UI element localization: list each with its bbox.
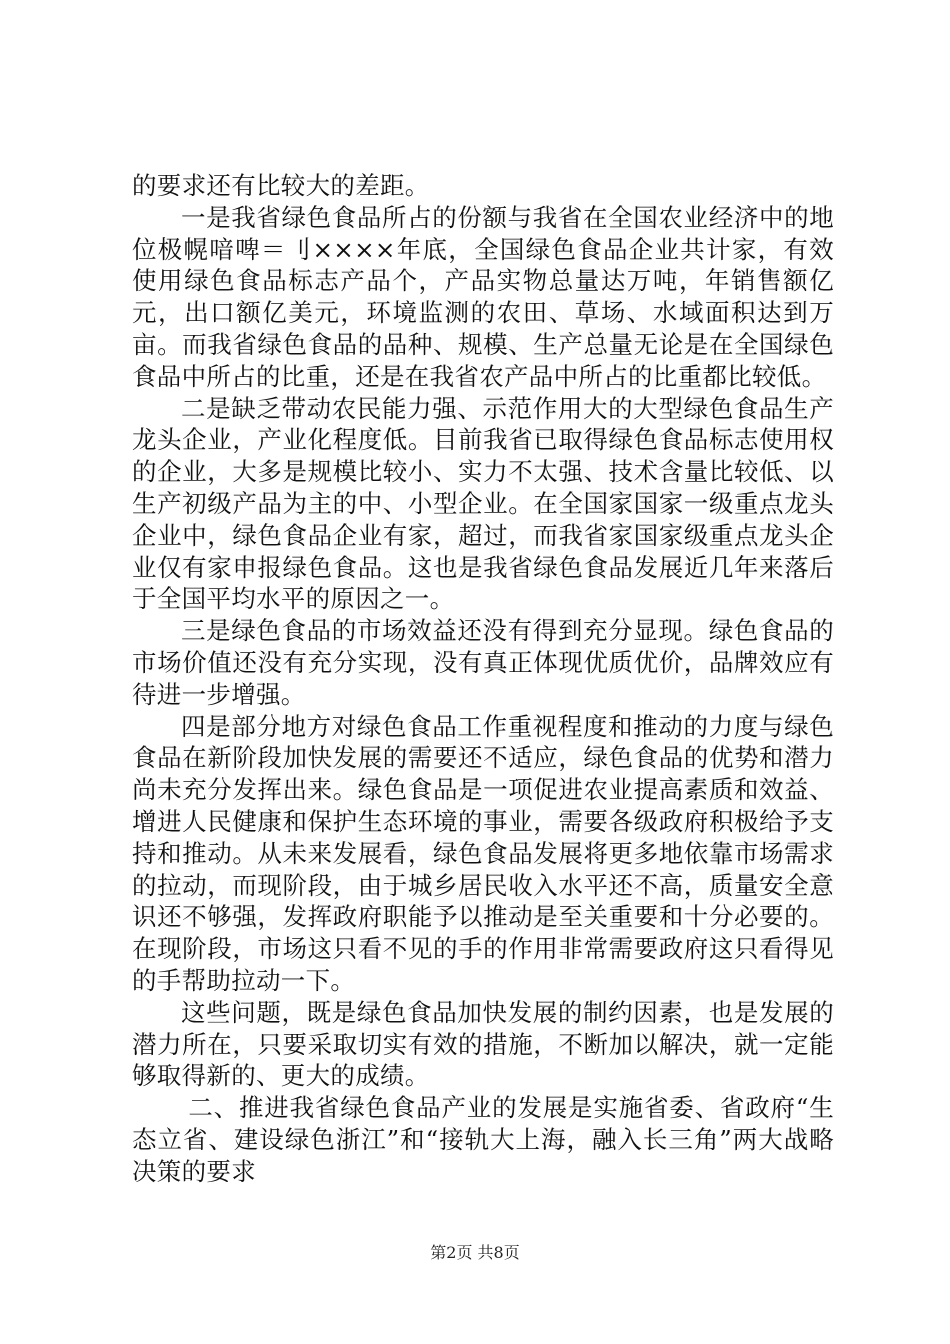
section-heading-two: 二、推进我省绿色食品产业的发展是实施省委、省政府“生态立省、建设绿色浙江”和“接轨大上海，融入长三角”两大战略决策的要求	[132, 1093, 834, 1186]
paragraph-point-one: 一是我省绿色食品所占的份额与我省在全国农业经济中的地位极幌喑啤＝刂××××年底，全国绿色食品企业共计家，有效使用绿色食品标志产品个，产品实物总量达万吨，年销售额亿元，出口额亿美元，环境监测的农田、草场、水域面积达到万亩。而我省绿色食品的品种、规模、生产总量无论是在全国绿色食品中所占的比重，还是在我省农产品中所占的比重都比较低。	[132, 202, 834, 391]
paragraph-point-three: 三是绿色食品的市场效益还没有得到充分显现。绿色食品的市场价值还没有充分实现，没有真正体现优质优价，品牌效应有待进一步增强。	[132, 616, 834, 709]
paragraph-point-two: 二是缺乏带动农民能力强、示范作用大的大型绿色食品生产龙头企业，产业化程度低。目前我省已取得绿色食品标志使用权的企业，大多是规模比较小、实力不太强、技术含量比较低、以生产初级产品为主的中、小型企业。在全国家国家一级重点龙头企业中，绿色食品企业有家，超过，而我省家国家级重点龙头企业仅有家申报绿色食品。这也是我省绿色食品发展近几年来落后于全国平均水平的原因之一。	[132, 393, 834, 614]
paragraph-continuation: 的要求还有比较大的差距。	[132, 171, 430, 200]
page-number: 第2页 共8页	[430, 1243, 520, 1262]
paragraph-point-four: 四是部分地方对绿色食品工作重视程度和推动的力度与绿色食品在新阶段加快发展的需要还不适应，绿色食品的优势和潜力尚未充分发挥出来。绿色食品是一项促进农业提高素质和效益、增进人民健康和保护生态环境的事业，需要各级政府积极给予支持和推动。从未来发展看，绿色食品发展将更多地依靠市场需求的拉动，而现阶段，由于城乡居民收入水平还不高，质量安全意识还不够强，发挥政府职能予以推动是至关重要和十分必要的。在现阶段，市场这只看不见的手的作用非常需要政府这只看得见的手帮助拉动一下。	[132, 711, 834, 995]
paragraph-summary: 这些问题，既是绿色食品加快发展的制约因素，也是发展的潜力所在，只要采取切实有效的措施，不断加以解决，就一定能够取得新的、更大的成绩。	[132, 997, 834, 1091]
body-text	[132, 170, 834, 1188]
